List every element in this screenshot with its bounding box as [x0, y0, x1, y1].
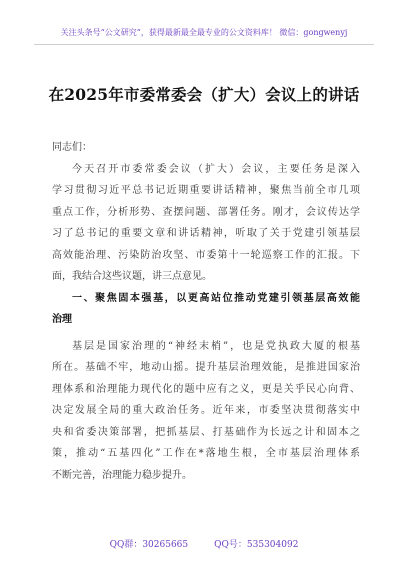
paragraph-line: 央和省委决策部署，把抓基层、打基础作为长远之计和固本之	[52, 426, 360, 438]
paragraph-line: 所在。基础不牢，地动山摇。提升基层治理效能，是推进国家治	[52, 362, 360, 373]
paragraph-line: 今天召开市委常委会议（扩大）会议，主要任务是深入	[72, 163, 360, 175]
heading-line: 治理	[52, 314, 72, 325]
paragraph-line: 面，我结合这些议题，讲三点意见。	[52, 271, 212, 282]
paragraph-1	[52, 159, 360, 288]
paragraph-line: 基层是国家治理的“神经末梢”，也是党执政大厦的根基	[72, 340, 360, 352]
paragraph-2	[52, 336, 360, 487]
heading-line: 一、聚焦固本强基，以更高站位推动党建引领基层高效能	[72, 292, 360, 304]
paragraph-line: 高效能治理、污染防治攻坚、市委第十一轮巡察工作的汇报。下	[52, 249, 360, 261]
salutation: 同志们：	[52, 142, 92, 153]
header-banner: 关注头条号“公文研究”，获得最新最全最专业的公文资料库！ 微信：gongwenyj	[60, 28, 348, 37]
document-title: 在2025年市委常委会（扩大）会议上的讲话	[48, 85, 360, 104]
paragraph-line: 重点工作，分析形势、查摆问题、部署任务。刚才，会议传达学	[52, 206, 360, 218]
document-body	[52, 137, 360, 486]
paragraph-line: 决定发展全局的重大政治任务。近年来，市委坚决贯彻落实中	[52, 405, 360, 416]
paragraph-line: 不断完善，治理能力稳步提升。	[52, 469, 192, 481]
footer-contact	[34, 538, 374, 552]
footer-qq-number: QQ号：535304092	[214, 540, 299, 550]
paragraph-line: 学习贯彻习近平总书记近期重要讲话精神，聚焦当前全市几项	[52, 185, 360, 196]
footer-qq-group: QQ群：30265665	[109, 540, 189, 550]
section-1-heading	[52, 288, 360, 331]
paragraph-line: 理体系和治理能力现代化的题中应有之义，更是关乎民心向背、	[52, 383, 360, 395]
paragraph-line: 习了总书记的重要文章和讲话精神，听取了关于党建引领基层	[52, 228, 360, 239]
paragraph-line: 策，推动“五基四化”工作在*落地生根，全市基层治理体系	[52, 448, 360, 459]
header-divider	[34, 44, 374, 45]
